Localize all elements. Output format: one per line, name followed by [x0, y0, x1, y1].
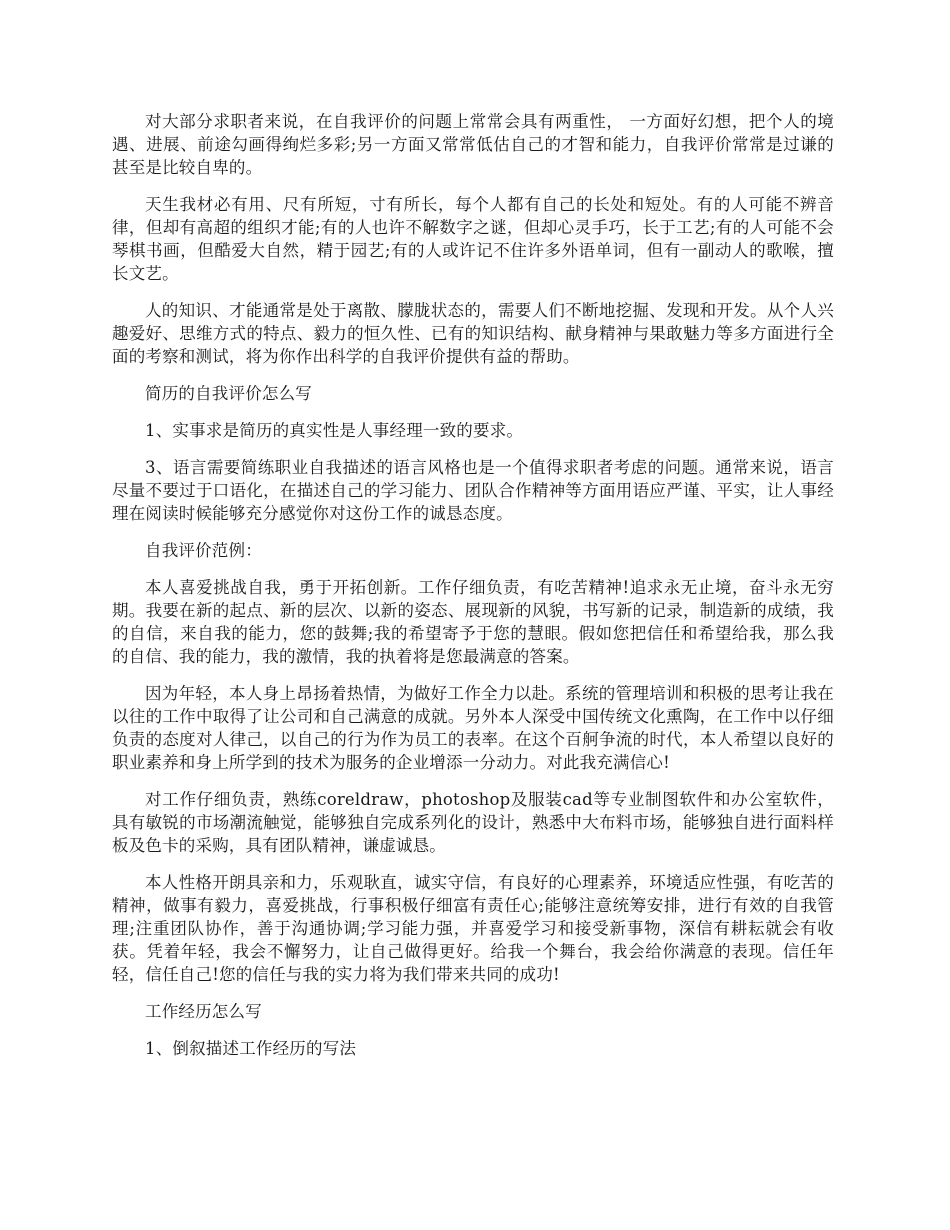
- section-heading: 自我评价范例：: [145, 541, 262, 560]
- paragraph: 因为年轻，本人身上昂扬着热情，为做好工作全力以赴。系统的管理培训和积极的思考让我在以往的工作中取得了让公司和自己满意的成就。另外本人深受中国传统文化熏陶，在工作中以仔细负责的态度对人律己，以自己的行为作为员工的表率。在这个百舸争流的时代，本人希望以良好的职业素养和身上所学到的技术为服务的企业增添一分动力。对此我充满信心!: [112, 684, 834, 772]
- section-heading: 简历的自我评价怎么写: [145, 384, 312, 403]
- paragraph: 对工作仔细负责，熟练coreldraw，photoshop及服装cad等专业制图软件和办公室软件，具有敏锐的市场潮流触觉，能够独自完成系列化的设计，熟悉中大布料市场，能够独自进行面料样板及色卡的采购，具有团队精神，谦虚诚恳。: [112, 790, 834, 855]
- section-heading: 工作经历怎么写: [145, 1002, 262, 1021]
- paragraph: 1、实事求是简历的真实性是人事经理一致的要求。: [145, 421, 524, 440]
- paragraph: 本人性格开朗具亲和力，乐观耿直，诚实守信，有良好的心理素养，环境适应性强，有吃苦的精神，做事有毅力，喜爱挑战，行事积极仔细富有责任心;能够注意统筹安排，进行有效的自我管理;注重团队协作，善于沟通协调;学习能力强，并喜爱学习和接受新事物，深信有耕耘就会有收获。凭着年轻，我会不懈努力，让自己做得更好。给我一个舞台，我会给你满意的表现。信任年轻，信任自己!您的信任与我的实力将为我们带来共同的成功!: [112, 873, 834, 984]
- document-page: [112, 110, 834, 1074]
- paragraph: 1、倒叙描述工作经历的写法: [145, 1039, 357, 1058]
- paragraph: 对大部分求职者来说，在自我评价的问题上常常会具有两重性， 一方面好幻想，把个人的境遇、进展、前途勾画得绚烂多彩;另一方面又常常低估自己的才智和能力，自我评价常常是过谦的甚至是比较自卑的。: [112, 112, 834, 177]
- paragraph: 3、语言需要简练职业自我描述的语言风格也是一个值得求职者考虑的问题。通常来说，语言尽量不要过于口语化，在描述自己的学习能力、团队合作精神等方面用语应严谨、平实，让人事经理在阅读时候能够充分感觉你对这份工作的诚恳态度。: [112, 458, 834, 523]
- paragraph: 人的知识、才能通常是处于离散、朦胧状态的，需要人们不断地挖掘、发现和开发。从个人兴趣爱好、思维方式的特点、毅力的恒久性、已有的知识结构、献身精神与果敢魅力等多方面进行全面的考察和测试，将为你作出科学的自我评价提供有益的帮助。: [112, 301, 834, 366]
- paragraph: 本人喜爱挑战自我，勇于开拓创新。工作仔细负责，有吃苦精神!追求永无止境，奋斗永无穷期。我要在新的起点、新的层次、以新的姿态、展现新的风貌，书写新的记录，制造新的成绩，我的自信，来自我的能力，您的鼓舞;我的希望寄予于您的慧眼。假如您把信任和希望给我，那么我的自信、我的能力，我的激情，我的执着将是您最满意的答案。: [112, 578, 834, 666]
- paragraph: 天生我材必有用、尺有所短，寸有所长，每个人都有自己的长处和短处。有的人可能不辨音律，但却有高超的组织才能;有的人也许不解数字之谜，但却心灵手巧，长于工艺;有的人可能不会琴棋书画，但酷爱大自然，精于园艺;有的人或许记不住许多外语单词，但有一副动人的歌喉，擅长文艺。: [112, 195, 834, 283]
